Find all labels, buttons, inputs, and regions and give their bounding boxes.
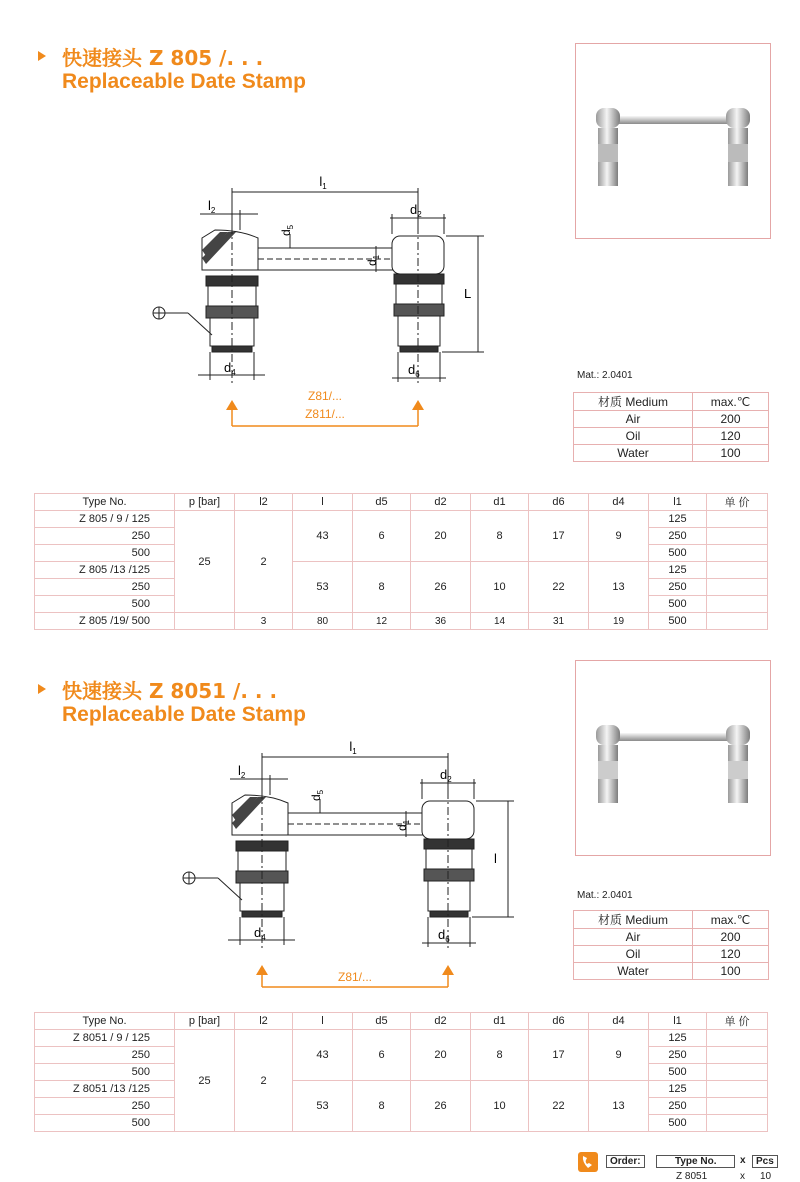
l1-cell: 125 (649, 1081, 707, 1098)
col-type-no: Type No. (35, 494, 175, 511)
dim-l2-label: $l_2$ (238, 763, 246, 780)
col-d2: d2 (411, 494, 471, 511)
l1-cell: 250 (649, 579, 707, 596)
type-no-cell: Z 805 /13 /125 (35, 562, 175, 579)
dim-d1-label: $d_1$ (395, 819, 411, 831)
dim-l1-label: $l_1$ (349, 739, 357, 756)
dim-d2-label: $d_2$ (410, 202, 422, 219)
col-d5: d5 (353, 1013, 411, 1030)
col-d6: d6 (529, 1013, 589, 1030)
col-l: l (293, 494, 353, 511)
d2-cell: 26 (411, 562, 471, 613)
d5-cell: 8 (353, 562, 411, 613)
table-row (35, 1081, 768, 1098)
dim-d6-label: $d_6$ (408, 362, 420, 379)
medium-header: 材质 Medium (574, 911, 693, 929)
price-cell (707, 596, 768, 613)
section2-technical-drawing (170, 735, 530, 995)
dim-l-label: l (494, 851, 497, 866)
l1-cell: 125 (649, 1030, 707, 1047)
order-type-box: Type No. (656, 1155, 735, 1168)
col-p-bar: p [bar] (175, 494, 235, 511)
medium-oil: Oil (574, 946, 693, 963)
medium-water-max: 100 (693, 963, 769, 980)
bullet-triangle-icon (38, 684, 46, 694)
dim-d5-label: $d_5$ (309, 789, 325, 801)
l2-cell: 2 (235, 1030, 293, 1132)
d5-cell: 6 (353, 511, 411, 562)
l2-cell: 3 (235, 613, 293, 630)
col-unit-price: 单 价 (707, 1013, 768, 1030)
price-cell (707, 1081, 768, 1098)
dim-l1-label: $l_1$ (319, 174, 327, 191)
d1-cell: 14 (471, 613, 529, 630)
medium-air-max: 200 (693, 411, 769, 428)
order-label: Order: (606, 1155, 645, 1168)
dim-d4-label: $d_4$ (254, 925, 266, 942)
d2-cell: 20 (411, 511, 471, 562)
d2-cell: 36 (411, 613, 471, 630)
type-no-cell: 250 (35, 1047, 175, 1064)
section2-medium-table (573, 910, 769, 980)
medium-water: Water (574, 445, 693, 462)
order-example-qty: 10 (760, 1171, 772, 1182)
p-cell (175, 613, 235, 630)
medium-air-max: 200 (693, 929, 769, 946)
l1-cell: 250 (649, 528, 707, 545)
type-no-cell: 250 (35, 528, 175, 545)
l1-cell: 500 (649, 545, 707, 562)
section2-product-photo (575, 660, 771, 856)
l1-cell: 250 (649, 1047, 707, 1064)
price-cell (707, 579, 768, 596)
phone-icon (578, 1152, 598, 1172)
maxc-header: max.℃ (693, 911, 769, 929)
table-row (35, 1030, 768, 1047)
section2-title-cn: 快速接头 Z 8051 /. . . (62, 679, 278, 703)
l-cell: 53 (293, 1081, 353, 1132)
col-d2: d2 (411, 1013, 471, 1030)
d1-cell: 10 (471, 1081, 529, 1132)
table-row (35, 562, 768, 579)
section2-material: Mat.: 2.0401 (577, 890, 633, 901)
type-no-cell: 500 (35, 1064, 175, 1081)
d4-cell: 19 (589, 613, 649, 630)
dim-d5-label: $d_5$ (279, 224, 295, 236)
medium-air: Air (574, 929, 693, 946)
table-row (35, 613, 768, 630)
col-type-no: Type No. (35, 1013, 175, 1030)
order-x: x (740, 1155, 746, 1166)
section1-title-cn: 快速接头 Z 805 /. . . (62, 46, 264, 70)
col-d5: d5 (353, 494, 411, 511)
section1-product-photo (575, 43, 771, 239)
l-cell: 80 (293, 613, 353, 630)
d2-cell: 26 (411, 1081, 471, 1132)
price-cell (707, 528, 768, 545)
arrow-label-z81: Z81/... (337, 970, 373, 984)
l1-cell: 500 (649, 613, 707, 630)
dim-l2-label: $l_2$ (208, 198, 216, 215)
col-unit-price: 单 价 (707, 494, 768, 511)
medium-water-max: 100 (693, 445, 769, 462)
arrow-label-z81: Z81/... (307, 389, 343, 403)
p-cell: 25 (175, 511, 235, 613)
l1-cell: 125 (649, 511, 707, 528)
price-cell (707, 1115, 768, 1132)
d1-cell: 8 (471, 1030, 529, 1081)
medium-air: Air (574, 411, 693, 428)
d4-cell: 9 (589, 511, 649, 562)
col-d4: d4 (589, 494, 649, 511)
price-cell (707, 511, 768, 528)
dim-d4-label: $d_4$ (224, 360, 236, 377)
col-p-bar: p [bar] (175, 1013, 235, 1030)
l1-cell: 500 (649, 1115, 707, 1132)
d4-cell: 13 (589, 1081, 649, 1132)
p-cell: 25 (175, 1030, 235, 1132)
type-no-cell: 500 (35, 545, 175, 562)
dim-d2-label: $d_2$ (440, 767, 452, 784)
type-no-cell: Z 805 / 9 / 125 (35, 511, 175, 528)
type-no-cell: Z 8051 / 9 / 125 (35, 1030, 175, 1047)
type-no-cell: 250 (35, 579, 175, 596)
type-no-cell: Z 805 /19/ 500 (35, 613, 175, 630)
col-l1: l1 (649, 494, 707, 511)
dim-d1-label: $d_1$ (365, 254, 381, 266)
l1-cell: 500 (649, 596, 707, 613)
dim-L-label: L (464, 286, 472, 301)
section2-title-en: Replaceable Date Stamp (62, 703, 306, 726)
table-row (35, 511, 768, 528)
section1-spec-table (34, 493, 768, 630)
section1-medium-table (573, 392, 769, 462)
order-example-x: x (740, 1171, 745, 1182)
d6-cell: 22 (529, 1081, 589, 1132)
col-d4: d4 (589, 1013, 649, 1030)
type-no-cell: 500 (35, 596, 175, 613)
d1-cell: 8 (471, 511, 529, 562)
price-cell (707, 1030, 768, 1047)
col-l2: l2 (235, 1013, 293, 1030)
maxc-header: max.℃ (693, 393, 769, 411)
price-cell (707, 1064, 768, 1081)
col-d6: d6 (529, 494, 589, 511)
l1-cell: 250 (649, 1098, 707, 1115)
price-cell (707, 1098, 768, 1115)
d1-cell: 10 (471, 562, 529, 613)
col-l1: l1 (649, 1013, 707, 1030)
l1-cell: 500 (649, 1064, 707, 1081)
l-cell: 53 (293, 562, 353, 613)
type-no-cell: 500 (35, 1115, 175, 1132)
l-cell: 43 (293, 511, 353, 562)
l-cell: 43 (293, 1030, 353, 1081)
price-cell (707, 562, 768, 579)
spec-header-row (35, 1013, 768, 1030)
medium-water: Water (574, 963, 693, 980)
medium-oil: Oil (574, 428, 693, 445)
price-cell (707, 1047, 768, 1064)
col-d1: d1 (471, 1013, 529, 1030)
arrow-label-z811: Z811/... (305, 407, 345, 421)
d2-cell: 20 (411, 1030, 471, 1081)
medium-header: 材质 Medium (574, 393, 693, 411)
order-pcs-box: Pcs (752, 1155, 778, 1168)
d4-cell: 13 (589, 562, 649, 613)
section2-spec-table (34, 1012, 768, 1132)
spec-header-row (35, 494, 768, 511)
col-l2: l2 (235, 494, 293, 511)
d5-cell: 12 (353, 613, 411, 630)
dim-d6-label: $d_6$ (438, 927, 450, 944)
d6-cell: 22 (529, 562, 589, 613)
type-no-cell: 250 (35, 1098, 175, 1115)
col-l: l (293, 1013, 353, 1030)
col-d1: d1 (471, 494, 529, 511)
d5-cell: 6 (353, 1030, 411, 1081)
type-no-cell: Z 8051 /13 /125 (35, 1081, 175, 1098)
price-cell (707, 545, 768, 562)
d4-cell: 9 (589, 1030, 649, 1081)
l1-cell: 125 (649, 562, 707, 579)
d6-cell: 31 (529, 613, 589, 630)
d6-cell: 17 (529, 1030, 589, 1081)
price-cell (707, 613, 768, 630)
section1-technical-drawing (140, 170, 500, 430)
section1-title-en: Replaceable Date Stamp (62, 70, 306, 93)
l2-cell: 2 (235, 511, 293, 613)
medium-oil-max: 120 (693, 946, 769, 963)
order-example-type: Z 8051 (676, 1171, 708, 1182)
d5-cell: 8 (353, 1081, 411, 1132)
section1-material: Mat.: 2.0401 (577, 370, 633, 381)
medium-oil-max: 120 (693, 428, 769, 445)
bullet-triangle-icon (38, 51, 46, 61)
d6-cell: 17 (529, 511, 589, 562)
